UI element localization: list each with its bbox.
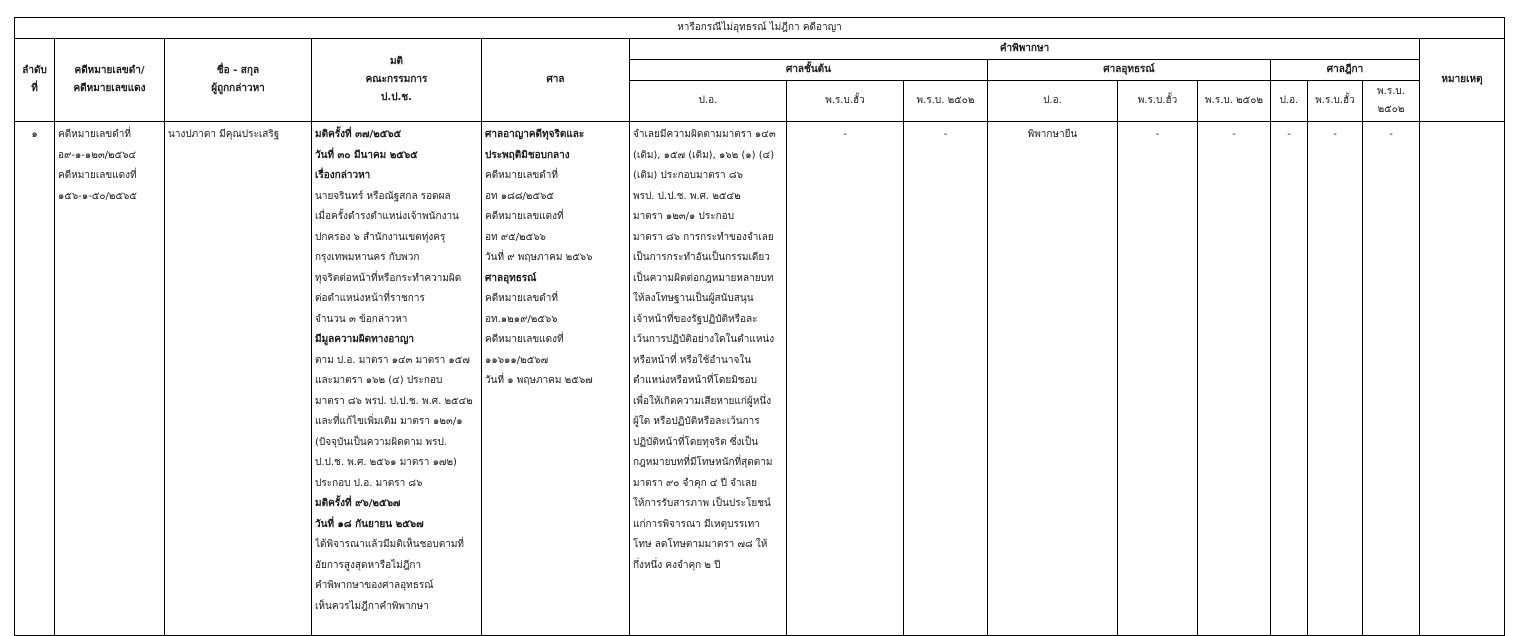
- case-table: [14, 17, 1505, 636]
- resolution-line: วันที่ ๓๐ มีนาคม ๒๕๖๕: [315, 149, 418, 161]
- judgment-line: ผู้ใด หรือปฏิบัติหรือละเว้นการ: [633, 416, 760, 427]
- judgment-line: เป็นการกระทำอันเป็นกรรมเดียว: [633, 252, 770, 263]
- judgment-line: (เดิม) ประกอบมาตรา ๘๖: [633, 170, 743, 181]
- judgment-line: มาตรา ๙๐ จำคุก ๔ ปี จำเลย: [633, 477, 758, 489]
- court-line: วันที่ ๑ พฤษภาคม ๒๕๖๗: [485, 375, 593, 386]
- judgment-line: โทษ ลดโทษตามมาตรา ๗๘ ให้: [633, 539, 768, 550]
- header-appeal-penal: ป.อ.: [988, 81, 1118, 122]
- resolution-line: อัยการสูงสุดหารือไม่ฎีกา: [315, 559, 422, 571]
- court-line: คดีหมายเลขแดงที่: [485, 334, 564, 345]
- court-line: วันที่ ๙ พฤษภาคม ๒๕๖๖: [485, 252, 593, 263]
- cell-first-court-act-ho: -: [787, 122, 904, 636]
- resolution-line: นายจรินทร์ หรือณัฐสกล รอดผล: [315, 190, 451, 202]
- cell-case-number: คดีหมายเลขดำที่ อ๙-๑-๑๒๓/๒๕๖๔ คดีหมายเลขแดงที่ ๑๕๖-๑-๕๐/๒๕๖๕: [55, 122, 165, 636]
- resolution-line: ตาม ป.อ. มาตรา ๑๔๓ มาตรา ๑๕๗: [315, 354, 470, 366]
- cell-supreme-act-ho: -: [1308, 122, 1363, 636]
- header-remark: หมายเหตุ: [1420, 39, 1505, 122]
- resolution-line: มติครั้งที่ ๙๖/๒๕๖๗: [315, 498, 401, 509]
- judgment-line: ปฏิบัติหน้าที่โดยทุจริต ซึ่งเป็น: [633, 436, 759, 448]
- judgment-line: เจ้าหน้าที่ของรัฐปฏิบัติหรือละ: [633, 313, 758, 325]
- resolution-line: ทุจริตต่อหน้าที่หรือกระทำความผิด: [315, 272, 462, 284]
- resolution-line: (ปัจจุบันเป็นความผิดตาม พรป.: [315, 436, 447, 448]
- resolution-line: ได้พิจารณาแล้วมีมติเห็นชอบตามที่: [315, 539, 464, 550]
- header-first-act-2502: พ.ร.บ. ๒๕๐๒: [904, 81, 988, 122]
- table-title: หารือกรณีไม่อุทธรณ์ ไม่ฎีกา คดีอาญา: [15, 18, 1505, 39]
- judgment-line: กึ่งหนึ่ง คงจำคุก ๒ ปี: [633, 559, 721, 571]
- judgment-line: เว้นการปฏิบัติอย่างใดในตำแหน่ง: [633, 334, 775, 345]
- header-case-number: คดีหมายเลขดำ/ คดีหมายเลขแดง: [55, 39, 165, 122]
- resolution-line: เรื่องกล่าวหา: [315, 170, 371, 181]
- resolution-line: เห็นควรไม่ฎีกาคำพิพากษา: [315, 600, 429, 612]
- cell-first-court-penal: [630, 122, 787, 636]
- resolution-line: มีมูลความผิดทางอาญา: [315, 334, 415, 345]
- judgment-line: ตำแหน่งหรือหน้าที่โดยมิชอบ: [633, 375, 757, 386]
- header-first-penal: ป.อ.: [630, 81, 787, 122]
- judgment-line: มาตรา ๘๖ การกระทำของจำเลย: [633, 231, 774, 243]
- cell-order: ๑: [15, 122, 55, 636]
- court-line: อท ๙๕/๒๕๖๖: [485, 231, 546, 243]
- judgment-line: หรือหน้าที่ หรือใช้อำนาจใน: [633, 354, 752, 366]
- resolution-line: ต่อตำแหน่งหน้าที่ราชการ: [315, 293, 425, 304]
- header-supreme-act-2502: พ.ร.บ. ๒๕๐๒: [1363, 81, 1420, 122]
- header-supreme-penal: ป.อ.: [1271, 81, 1308, 122]
- cell-appeal-penal: พิพากษายืน: [988, 122, 1118, 636]
- court-line: อท.๑๒๑๙/๒๕๖๖: [485, 313, 558, 325]
- header-supreme-act-ho: พ.ร.บ.ฮั้ว: [1308, 81, 1363, 122]
- judgment-line: มาตรา ๑๒๓/๑ ประกอบ: [633, 211, 735, 222]
- judgment-line: (เดิม), ๑๕๗ (เดิม), ๑๖๒ (๑) (๔): [633, 149, 775, 161]
- court-line: ศาลอุทธรณ์: [485, 272, 537, 284]
- header-appeal-court: ศาลอุทธรณ์: [988, 60, 1271, 81]
- header-first-court: ศาลชั้นต้น: [630, 60, 988, 81]
- court-line: คดีหมายเลขแดงที่: [485, 211, 564, 222]
- judgment-line: กฎหมายบทที่มีโทษหนักที่สุดตาม: [633, 457, 773, 468]
- resolution-line: วันที่ ๑๘ กันยายน ๒๕๖๗: [315, 518, 424, 530]
- header-supreme-court: ศาลฎีกา: [1271, 60, 1420, 81]
- court-line: อท ๑๘๘/๒๕๖๕: [485, 190, 554, 202]
- cell-supreme-act-2502: -: [1363, 122, 1420, 636]
- header-court: ศาล: [482, 39, 630, 122]
- judgment-line: แก่การพิจารณา มีเหตุบรรเทา: [633, 518, 760, 530]
- header-accused-name: ชื่อ - สกุล ผู้ถูกกล่าวหา: [165, 39, 312, 122]
- resolution-line: และมาตรา ๑๖๒ (๔) ประกอบ: [315, 375, 443, 386]
- header-first-act-ho: พ.ร.บ.ฮั้ว: [787, 81, 904, 122]
- court-line: คดีหมายเลขดำที่: [485, 293, 558, 304]
- header-order: ลำดับ ที่: [15, 39, 55, 122]
- judgment-line: ให้การรับสารภาพ เป็นประโยชน์: [633, 498, 771, 509]
- court-line: ศาลอาญาคดีทุจริตและ: [485, 129, 585, 140]
- judgment-line: เพื่อให้เกิดความเสียหายแก่ผู้หนึ่ง: [633, 395, 772, 407]
- resolution-line: ประกอบ ป.อ. มาตรา ๘๖: [315, 477, 423, 489]
- header-appeal-act-2502: พ.ร.บ. ๒๕๐๒: [1198, 81, 1271, 122]
- cell-appeal-act-ho: -: [1118, 122, 1198, 636]
- cell-accused-name: นางปภาดา มีคุณประเสริฐ: [165, 122, 312, 636]
- court-line: ๑๑๖๑๑/๒๕๖๗: [485, 354, 549, 366]
- header-appeal-act-ho: พ.ร.บ.ฮั้ว: [1118, 81, 1198, 122]
- cell-first-court-act-2502: -: [904, 122, 988, 636]
- header-judgment: คำพิพากษา: [630, 39, 1420, 60]
- cell-remark: [1420, 122, 1505, 636]
- resolution-line: และที่แก้ไขเพิ่มเติม มาตรา ๑๒๓/๑: [315, 416, 463, 427]
- resolution-line: เมื่อครั้งดำรงตำแหน่งเจ้าพนักงาน: [315, 211, 459, 222]
- cell-appeal-act-2502: -: [1198, 122, 1271, 636]
- court-line: ประพฤติมิชอบกลาง: [485, 149, 570, 161]
- court-line: คดีหมายเลขดำที่: [485, 170, 558, 181]
- resolution-line: มาตรา ๘๖ พรป. ป.ป.ช. พ.ศ. ๒๕๔๒: [315, 395, 473, 407]
- table-row: [15, 122, 1505, 636]
- resolution-line: ปกครอง ๖ สำนักงานเขตทุ่งครุ: [315, 231, 446, 243]
- cell-court: [482, 122, 630, 636]
- resolution-line: คำพิพากษาของศาลอุทธรณ์: [315, 580, 434, 591]
- header-resolution: มติ คณะกรรมการ ป.ป.ช.: [312, 39, 482, 122]
- judgment-line: จำเลยมีความผิดตามมาตรา ๑๔๓: [633, 129, 776, 140]
- judgment-line: เป็นความผิดต่อกฎหมายหลายบท: [633, 272, 774, 284]
- judgment-line: พรป. ป.ป.ช. พ.ศ. ๒๕๔๒: [633, 190, 741, 202]
- cell-resolution: [312, 122, 482, 636]
- resolution-line: กรุงเทพมหานคร กับพวก: [315, 252, 420, 263]
- resolution-line: มติครั้งที่ ๓๗/๒๕๖๕: [315, 129, 402, 140]
- cell-supreme-penal: -: [1271, 122, 1308, 636]
- judgment-line: ให้ลงโทษฐานเป็นผู้สนับสนุน: [633, 293, 754, 304]
- resolution-line: ป.ป.ช. พ.ศ. ๒๕๖๑ มาตรา ๑๗๒): [315, 457, 457, 468]
- resolution-line: จำนวน ๓ ข้อกล่าวหา: [315, 313, 408, 325]
